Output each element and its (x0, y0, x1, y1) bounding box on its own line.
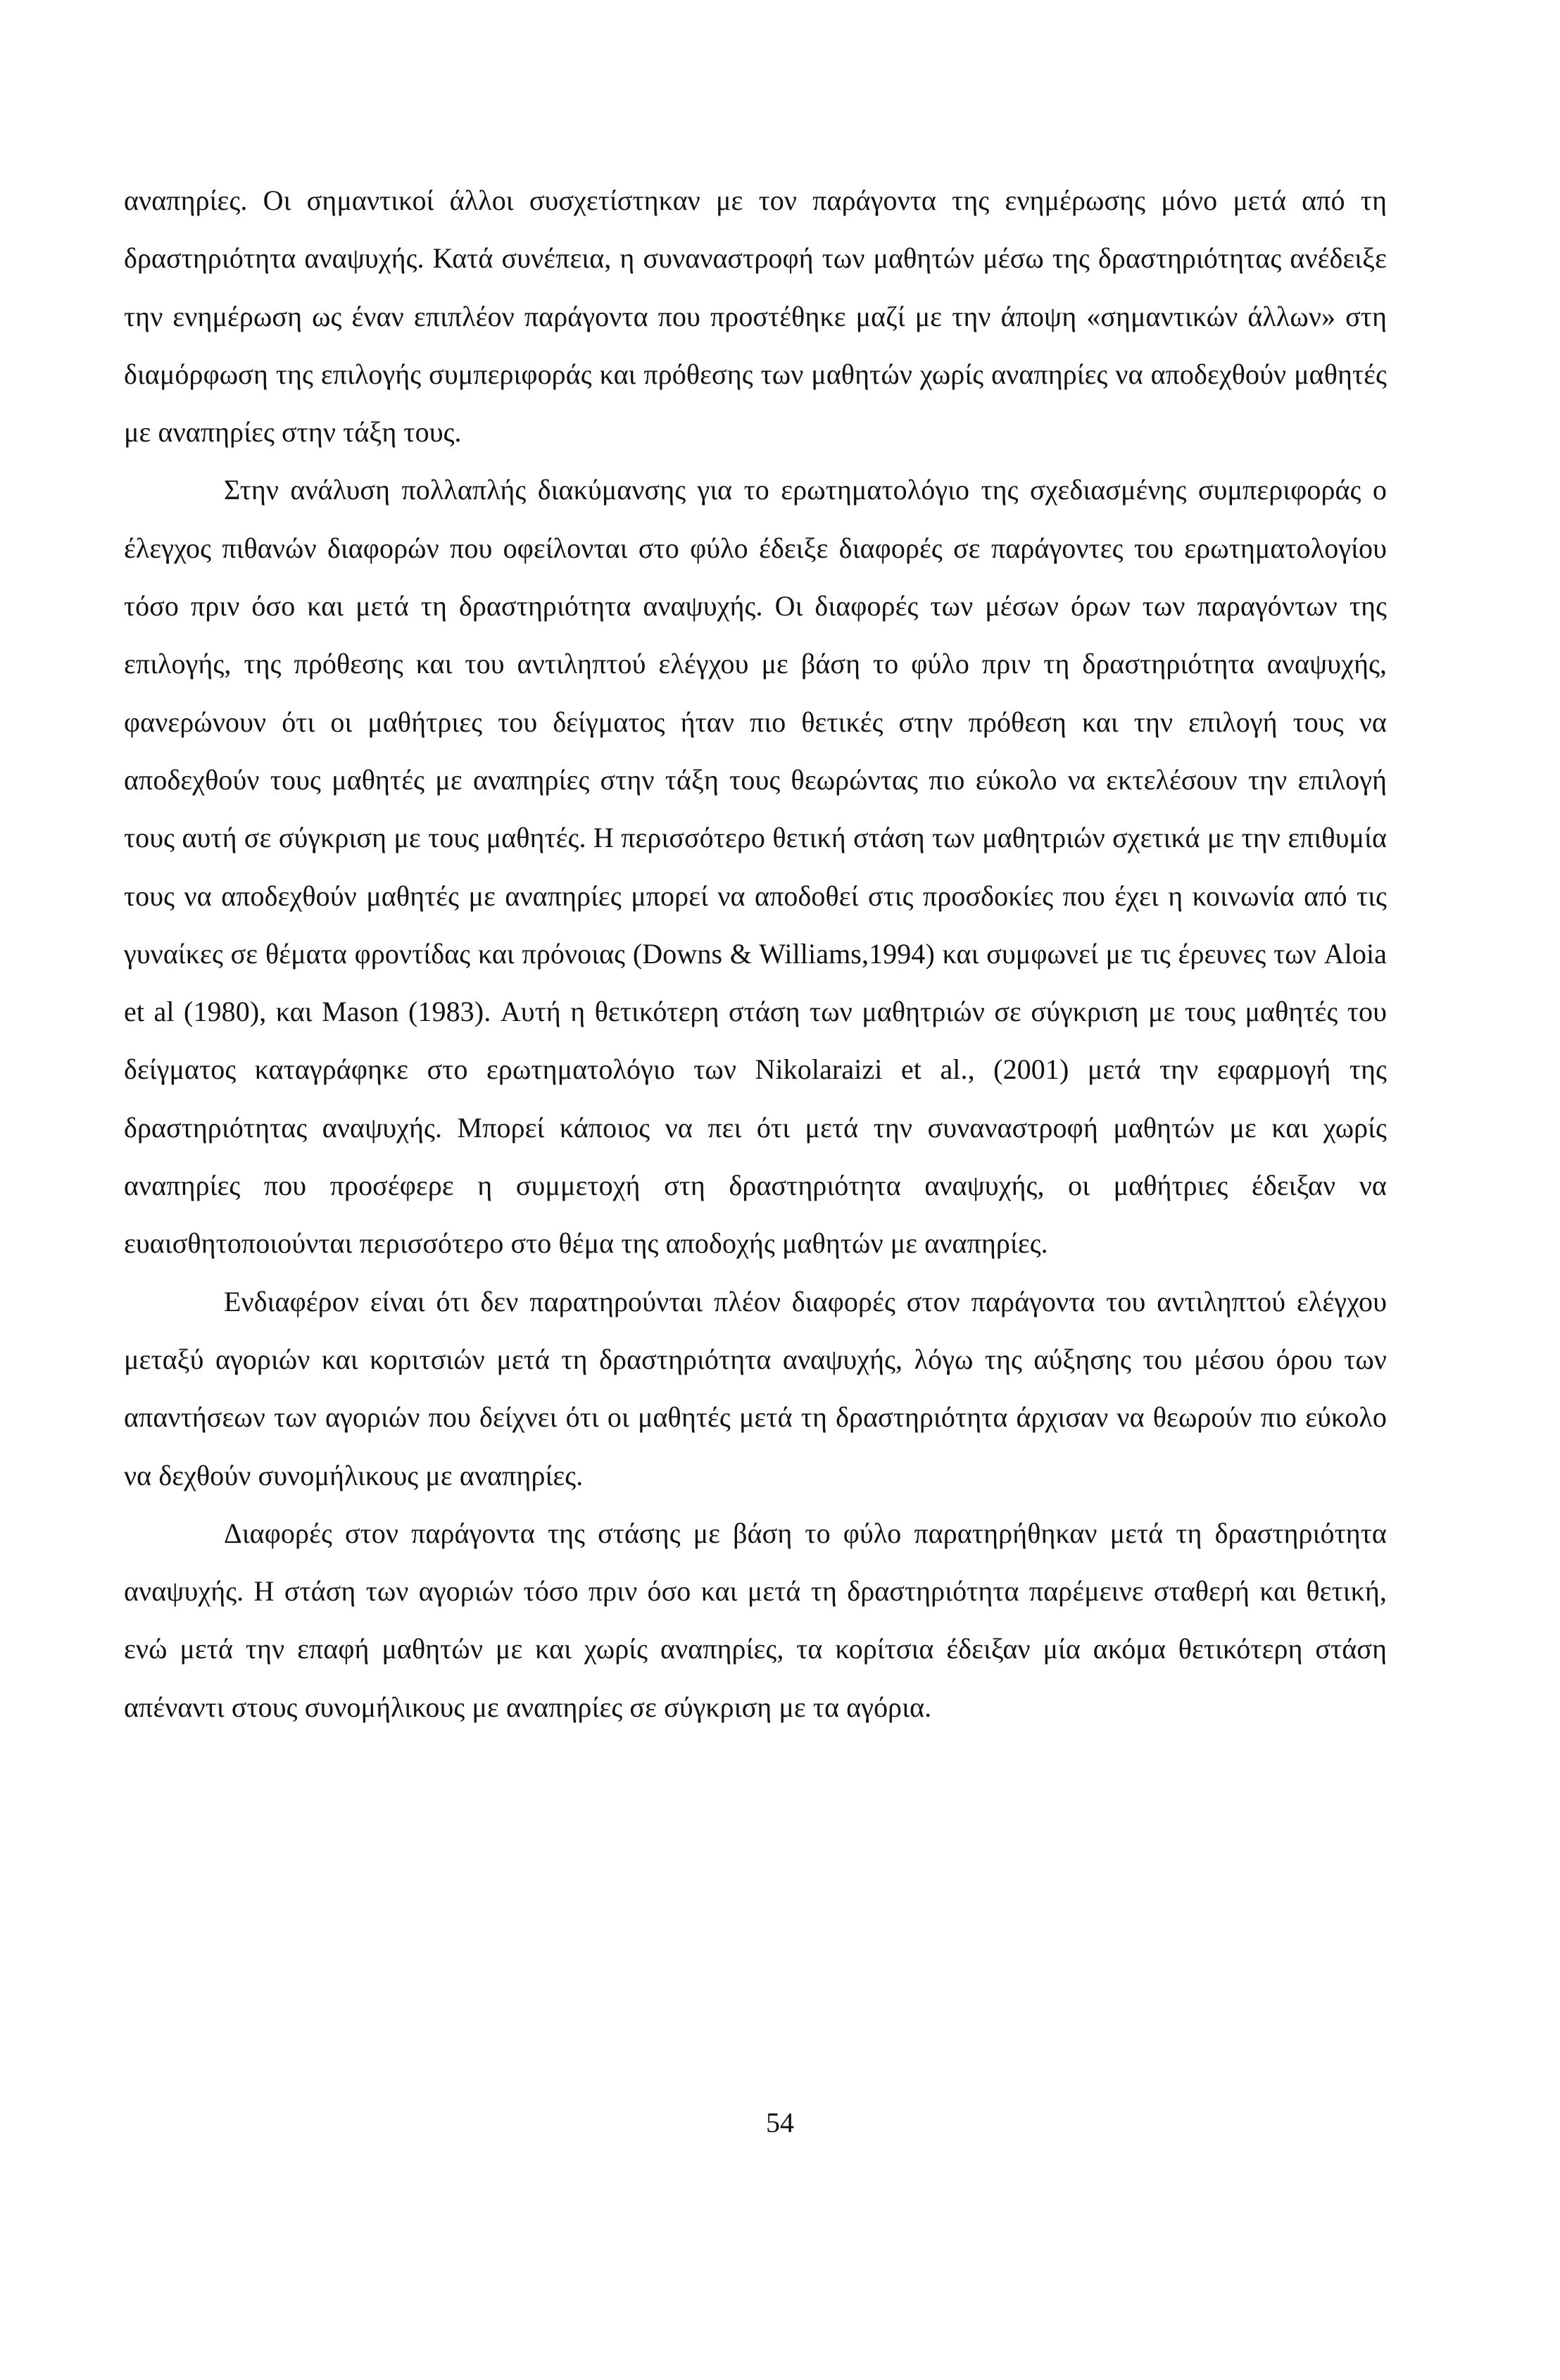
page-number: 54 (766, 2107, 794, 2138)
paragraph-perceived-control: Ενδιαφέρον είναι ότι δεν παρατηρούνται πλέον διαφορές στον παράγοντα του αντιληπτού ελέγχου μεταξύ αγοριών και κοριτσιών μετά τη δραστηριότητα αναψυχής, λόγω της αύξησης του μέσου όρου των απαντήσεων των αγοριών που δείχνει ότι οι μαθητές μετά τη δραστηριότητα άρχισαν να θεωρούν πιο εύκολο να δεχθούν συνομήλικους με αναπηρίες. (124, 1285, 1387, 1491)
paragraph-gender-differences: Στην ανάλυση πολλαπλής διακύμανσης για το ερωτηματολόγιο της σχεδιασμένης συμπεριφοράς ο έλεγχος πιθανών διαφορών που οφείλονται στο φύλο έδειξε διαφορές σε παράγοντες του ερωτηματολογίου τόσο πριν όσο και μετά τη δραστηριότητα αναψυχής. Οι διαφορές των μέσων όρων των παραγόντων της επιλογής, της πρόθεσης και του αντιληπτού ελέγχου με βάση το φύλο πριν τη δραστηριότητα αναψυχής, φανερώνουν ότι οι μαθήτριες του δείγματος ήταν πιο θετικές στην πρόθεση και την επιλογή τους να αποδεχθούν τους μαθητές με αναπηρίες στην τάξη τους θεωρώντας πιο εύκολο να εκτελέσουν την επιλογή τους αυτή σε σύγκριση με τους μαθητές. Η περισσότερο θετική στάση των μαθητριών σχετικά με την επιθυμία τους να αποδεχθούν μαθητές με αναπηρίες μπορεί να αποδοθεί στις προσδοκίες που έχει η κοινωνία από τις γυναίκες σε θέματα φροντίδας και πρόνοιας (Downs & Williams,1994) και συμφωνεί με τις έρευνες των Aloia et al (1980), και Mason (1983). Αυτή η θετικότερη στάση των μαθητριών σε σύγκριση με τους μαθητές του δείγματος καταγράφηκε στο ερωτηματολόγιο των Nikolaraizi et al., (2001) μετά την εφαρμογή της δραστηριότητας αναψυχής. Μπορεί κάποιος να πει ότι μετά την συναναστροφή μαθητών με και χωρίς αναπηρίες που προσέφερε η συμμετοχή στη δραστηριότητα αναψυχής, οι μαθήτριες έδειξαν να ευαισθητοποιούνται περισσότερο στο θέμα της αποδοχής μαθητών με αναπηρίες. (124, 474, 1387, 1260)
paragraph-attitude: Διαφορές στον παράγοντα της στάσης με βάση το φύλο παρατηρήθηκαν μετά τη δραστηριότητα αναψυχής. Η στάση των αγοριών τόσο πριν όσο και μετά τη δραστηριότητα παρέμεινε σταθερή και θετική, ενώ μετά την επαφή μαθητών με και χωρίς αναπηρίες, τα κορίτσια έδειξαν μία ακόμα θετικότερη στάση απέναντι στους συνομήλικους με αναπηρίες σε σύγκριση με τα αγόρια. (124, 1517, 1387, 1723)
paragraph-continuation: αναπηρίες. Οι σημαντικοί άλλοι συσχετίστηκαν με τον παράγοντα της ενημέρωσης μόνο μετά από τη δραστηριότητα αναψυχής. Κατά συνέπεια, η συναναστροφή των μαθητών μέσω της δραστηριότητας ανέδειξε την ενημέρωση ως έναν επιπλέον παράγοντα που προστέθηκε μαζί με την άποψη «σημαντικών άλλων» στη διαμόρφωση της επιλογής συμπεριφοράς και πρόθεσης των μαθητών χωρίς αναπηρίες να αποδεχθούν μαθητές με αναπηρίες στην τάξη τους. (124, 184, 1387, 449)
body-text (124, 172, 1387, 1736)
